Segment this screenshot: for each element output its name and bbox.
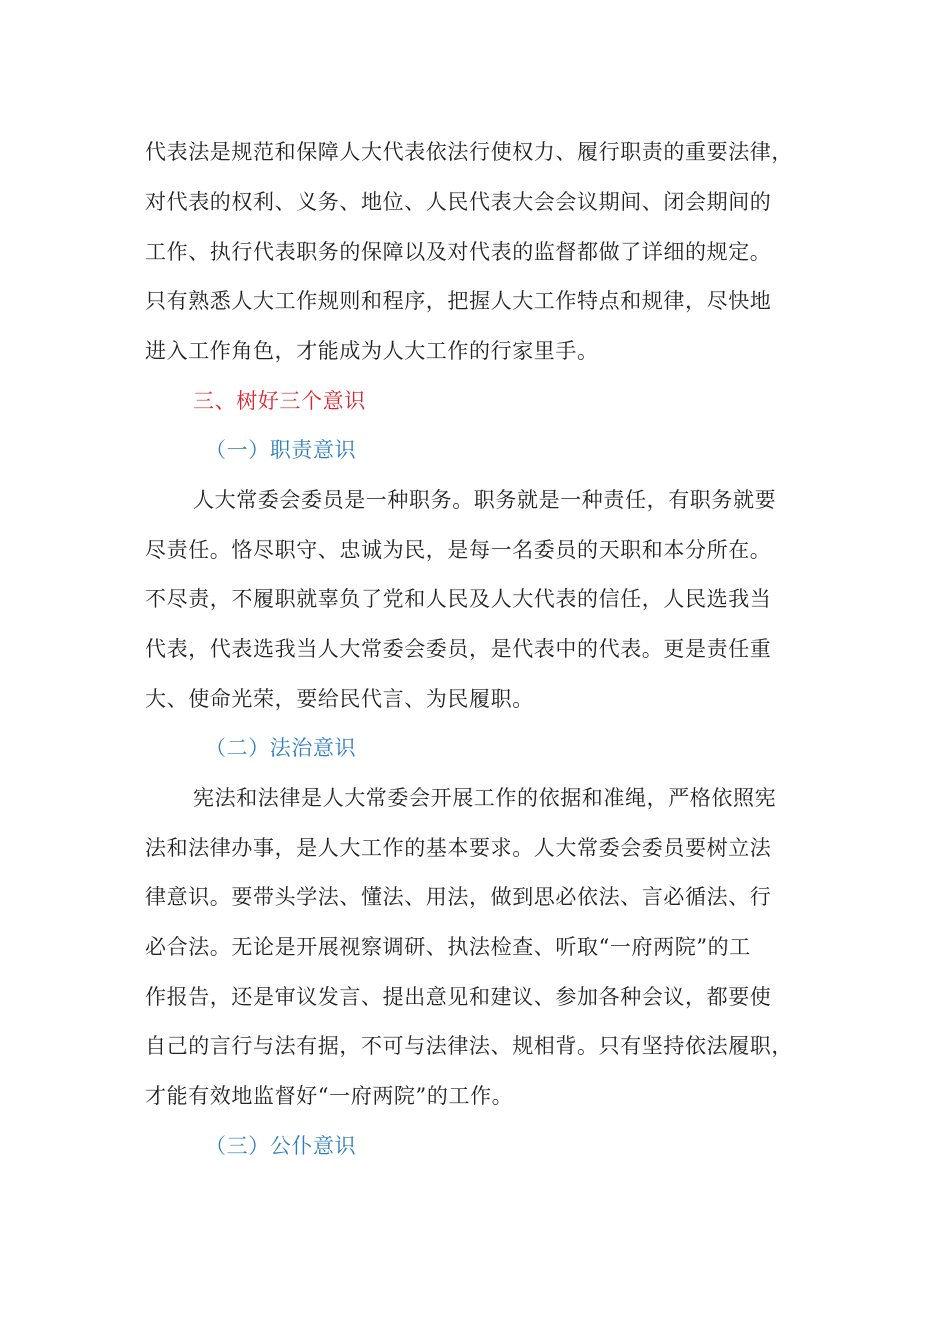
- paragraph-line: 法和法律办事，是人大工作的基本要求。人大常委会委员要树立法: [145, 836, 772, 860]
- paragraph-line: 工作、执行代表职务的保障以及对代表的监督都做了详细的规定。: [145, 240, 772, 264]
- paragraph-line: 代表，代表选我当人大常委会委员，是代表中的代表。更是责任重: [145, 637, 772, 661]
- paragraph-line: 作报告，还是审议发言、提出意见和建议、参加各种会议，都要使: [145, 985, 772, 1009]
- paragraph-line: 尽责任。恪尽职守、忠诚为民，是每一名委员的天职和本分所在。: [145, 538, 772, 562]
- paragraph-line: 宪法和法律是人大常委会开展工作的依据和准绳，严格依照宪: [193, 786, 777, 810]
- paragraph-line: 必合法。无论是开展视察调研、执法检查、听取“一府两院”的工: [145, 935, 751, 959]
- paragraph-line: 才能有效地监督好“一府两院”的工作。: [145, 1084, 514, 1108]
- paragraph-line: 大、使命光荣，要给民代言、为民履职。: [145, 687, 534, 711]
- paragraph-line: 自己的言行与法有据，不可与法律法、规相背。只有坚持依法履职，: [145, 1034, 793, 1058]
- paragraph-line: 对代表的权利、义务、地位、人民代表大会会议期间、闭会期间的: [145, 190, 772, 214]
- paragraph-line: 人大常委会委员是一种职务。职务就是一种责任，有职务就要: [193, 488, 777, 512]
- paragraph-line: 不尽责，不履职就辜负了党和人民及人大代表的信任，人民选我当: [145, 587, 772, 611]
- subsection-heading-public-servant: （三）公仆意识: [205, 1134, 357, 1158]
- paragraph-line: 律意识。要带头学法、懂法、用法，做到思必依法、言必循法、行: [145, 885, 772, 909]
- subsection-heading-duty: （一）职责意识: [205, 438, 357, 462]
- paragraph-line: 代表法是规范和保障人大代表依法行使权力、履行职责的重要法律，: [145, 140, 793, 164]
- subsection-heading-rule-of-law: （二）法治意识: [205, 736, 357, 760]
- paragraph-line: 只有熟悉人大工作规则和程序，把握人大工作特点和规律，尽快地: [145, 289, 772, 313]
- section-heading: 三、树好三个意识: [193, 389, 366, 413]
- paragraph-line: 进入工作角色，才能成为人大工作的行家里手。: [145, 339, 599, 363]
